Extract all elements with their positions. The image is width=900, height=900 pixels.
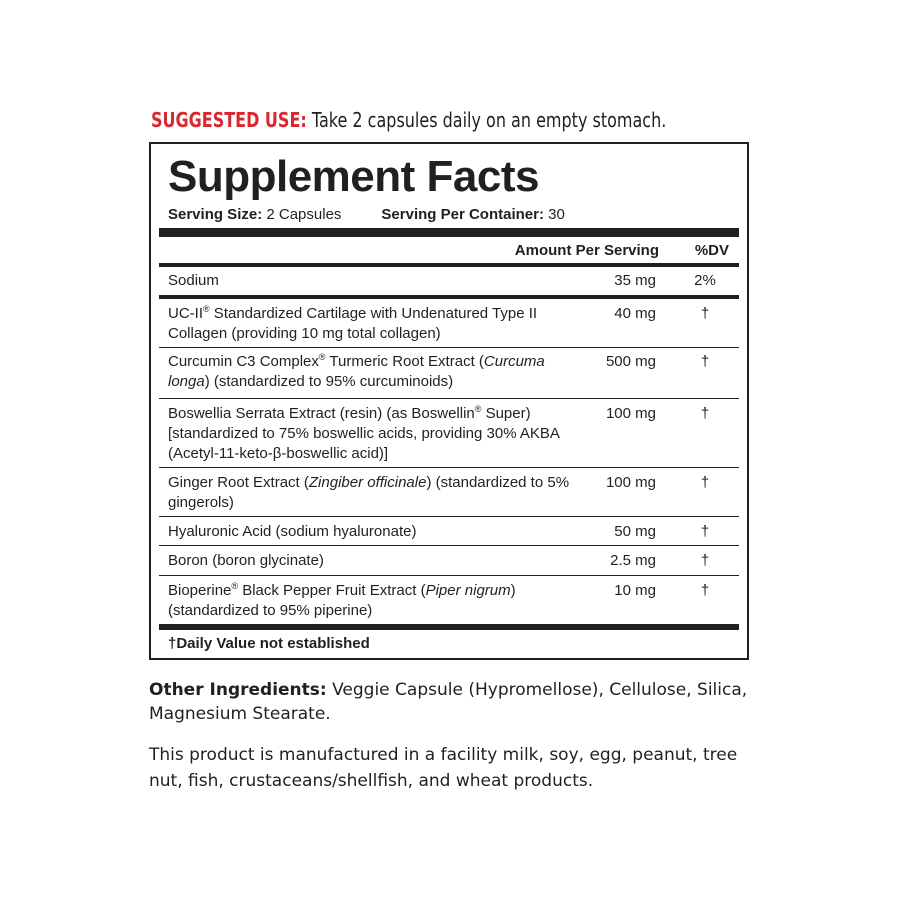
row-divider [159, 516, 739, 517]
row-ginger-dv: † [700, 474, 710, 491]
other-ingredients-label: Other Ingredients: [149, 680, 327, 700]
row-uc2-amount: 40 mg [614, 305, 656, 322]
row-boron-amount: 2.5 mg [610, 552, 656, 569]
row-hyaluronic-name: Hyaluronic Acid (sodium hyaluronate) [168, 523, 417, 540]
row-divider [159, 575, 739, 576]
row-sodium-name: Sodium [168, 272, 219, 289]
row-boswellia-name: Boswellia Serrata Extract (resin) (as Boswellin® Super) [standardized to 75% boswellic acids, providing 30% AKBA (Acetyl-11-keto-β-boswellic acid)] [168, 404, 560, 462]
supplement-facts-panel [149, 142, 749, 660]
row-ginger-name: Ginger Root Extract (Zingiber officinale) (standardized to 5% gingerols) [168, 474, 570, 511]
header-amount: Amount Per Serving [514, 242, 659, 259]
serving-info [168, 206, 565, 223]
row-bioperine-name: Bioperine® Black Pepper Fruit Extract (Piper nigrum) (standardized to 95% piperine) [168, 581, 516, 619]
row-divider [159, 467, 739, 468]
servings-label: Serving Per Container: [381, 206, 544, 223]
row-boron-name: Boron (boron glycinate) [168, 552, 324, 569]
serving-size-label: Serving Size: [168, 206, 263, 223]
serving-size-value: 2 Capsules [262, 206, 342, 223]
row-uc2-name: UC-II® Standardized Cartilage with Undenatured Type II Collagen (providing 10 mg total collagen) [168, 304, 538, 342]
row-curcumin-amount: 500 mg [605, 353, 656, 370]
row-uc2-dv: † [700, 305, 710, 322]
row-boron-dv: † [700, 552, 710, 569]
row-divider [159, 398, 739, 399]
row-divider [159, 347, 739, 348]
suggested-use-text: Take 2 capsules daily on an empty stomach. [306, 108, 667, 132]
suggested-use [151, 108, 667, 132]
other-ingredients [149, 678, 769, 726]
row-curcumin-dv: † [700, 353, 710, 370]
row-sodium-amount: 35 mg [614, 272, 656, 289]
header-divider [159, 263, 739, 267]
row-sodium-dv: 2% [694, 272, 716, 289]
servings-value: 30 [543, 206, 565, 223]
row-bioperine-amount: 10 mg [614, 582, 656, 599]
row-curcumin-name: Curcumin C3 Complex® Turmeric Root Extract (Curcuma longa) (standardized to 95% curcuminoids) [168, 352, 545, 390]
other-ingredients-text: Veggie Capsule (Hypromellose), Cellulose, Silica, Magnesium Stearate. [149, 680, 748, 724]
suggested-use-label: SUGGESTED USE: [151, 108, 307, 132]
row-boswellia-amount: 100 mg [605, 405, 656, 422]
row-bioperine-dv: † [700, 582, 710, 599]
row-boswellia-dv: † [700, 405, 710, 422]
footnote: †Daily Value not established [168, 635, 370, 652]
facts-title: Supplement Facts [168, 152, 539, 201]
row-divider [159, 545, 739, 546]
thick-divider-top [159, 228, 739, 237]
row-hyaluronic-dv: † [700, 523, 710, 540]
header-dv: %DV [694, 242, 729, 259]
row-ginger-amount: 100 mg [605, 474, 656, 491]
thick-divider-bottom [159, 624, 739, 630]
row-hyaluronic-amount: 50 mg [614, 523, 656, 540]
row-divider-thick [159, 295, 739, 299]
facility-statement: This product is manufactured in a facility milk, soy, egg, peanut, tree nut, fish, crustaceans/shellfish, and wheat products. [149, 745, 738, 791]
